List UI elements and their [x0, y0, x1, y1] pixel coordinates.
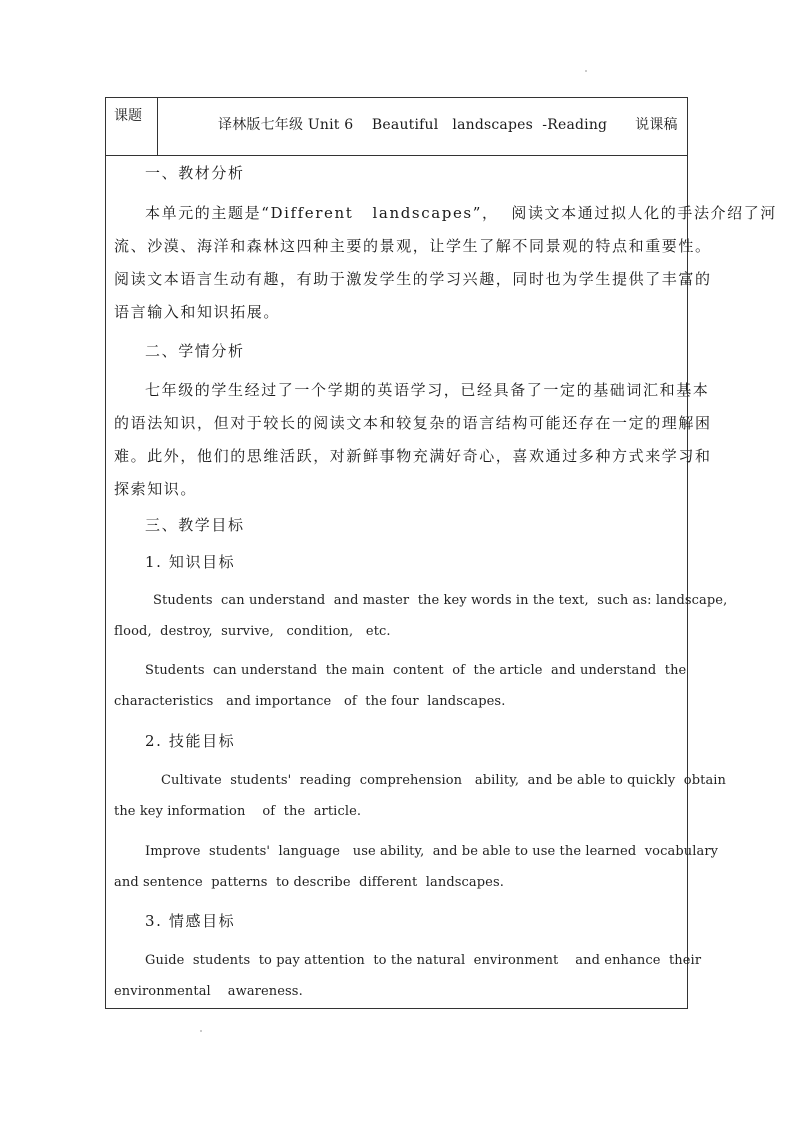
lesson-title: 译林版七年级 Unit 6 Beautiful landscapes -Reading 说课稿 [218, 117, 678, 133]
paragraph-line: 探索知识。 [114, 480, 198, 498]
paragraph-line: Students can understand the main content of the article and understand the [145, 663, 687, 678]
paragraph-line: Students can understand and master the key words in the text, such as: landscape, [153, 593, 728, 608]
goal-heading-skills: 2. 技能目标 [145, 732, 236, 750]
paragraph-line: characteristics and importance of the four landscapes. [114, 694, 506, 709]
paragraph-line: flood, destroy, survive, condition, etc. [114, 624, 391, 639]
goal-heading-knowledge: 1. 知识目标 [145, 553, 236, 571]
title-row [106, 98, 687, 156]
paragraph-line: 语言输入和知识拓展。 [114, 303, 281, 321]
content-cell [106, 156, 777, 1008]
paragraph-line: Cultivate students' reading comprehension ability, and be able to quickly obtain [161, 773, 727, 788]
goal-heading-emotion: 3. 情感目标 [145, 912, 236, 930]
paragraph-line: and sentence patterns to describe different landscapes. [114, 875, 504, 890]
paragraph-line: 本单元的主题是“Different landscapes”， 阅读文本通过拟人化的手法介绍了河 [145, 204, 777, 222]
label-cell [106, 98, 158, 155]
paragraph-line: 的语法知识，但对于较长的阅读文本和较复杂的语言结构可能还存在一定的理解困 [114, 414, 712, 432]
paragraph-line: 流、沙漠、海洋和森林这四种主要的景观，让学生了解不同景观的特点和重要性。 [114, 237, 712, 255]
paragraph-line: environmental awareness. [114, 984, 303, 999]
scan-dot [585, 70, 587, 72]
lesson-plan-table [105, 97, 777, 1009]
paragraph-line: 难。此外，他们的思维活跃，对新鲜事物充满好奇心，喜欢通过多种方式来学习和 [114, 447, 712, 465]
paragraph-line: Improve students' language use ability, and be able to use the learned vocabulary [145, 844, 719, 859]
paragraph-line: the key information of the article. [114, 804, 362, 819]
paragraph-line: Guide students to pay attention to the natural environment and enhance their [145, 953, 702, 968]
section-heading-learner-analysis: 二、学情分析 [145, 342, 245, 360]
section-heading-textbook-analysis: 一、教材分析 [145, 164, 245, 182]
section-heading-teaching-goals: 三、教学目标 [145, 516, 245, 534]
paragraph-line: 七年级的学生经过了一个学期的英语学习，已经具备了一定的基础词汇和基本 [145, 381, 710, 399]
paragraph-line: 阅读文本语言生动有趣，有助于激发学生的学习兴趣，同时也为学生提供了丰富的 [114, 270, 712, 288]
topic-label: 课题 [114, 108, 142, 124]
scan-dot [200, 1030, 202, 1032]
